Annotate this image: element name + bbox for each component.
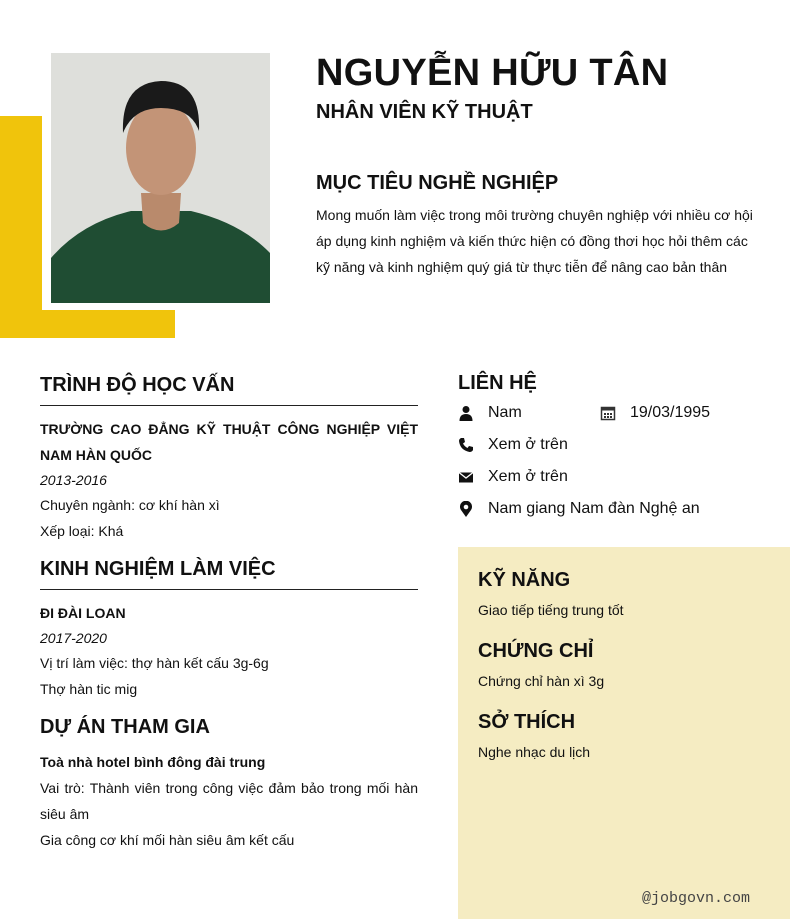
certificates-heading: CHỨNG CHỈ	[478, 640, 594, 662]
education-heading: TRÌNH ĐỘ HỌC VẤN	[40, 374, 418, 406]
school-name: TRƯỜNG CAO ĐẲNG KỸ THUẬT CÔNG NGHIỆP VIỆT NAM HÀN QUỐC	[40, 421, 418, 463]
candidate-name: NGUYỄN HỮU TÂN	[316, 52, 669, 94]
skills-text: Giao tiếp tiếng trung tốt	[478, 602, 624, 618]
user-icon	[458, 405, 488, 421]
projects-heading: DỰ ÁN THAM GIA	[40, 716, 210, 738]
experience-company: ĐI ĐÀI LOAN	[40, 605, 126, 621]
objective-text: Mong muốn làm việc trong môi trường chuyên nghiệp với nhiều cơ hội áp dụng kinh nghiệm và kiến thức hiện có đồng thơi học hỏi thêm các kỹ năng và kinh nghiệm quý giá từ thực tiễn để nâng cao bản thân	[316, 207, 753, 275]
sidebar-panel	[458, 547, 790, 919]
contact-section	[458, 372, 790, 525]
objective-heading: MỤC TIÊU NGHỀ NGHIỆP	[316, 172, 559, 194]
contact-row-email	[458, 461, 790, 493]
experience-position: Vị trí làm việc: thợ hàn kết cấu 3g-6g	[40, 655, 269, 671]
project-detail: Gia công cơ khí mối hàn siêu âm kết cấu	[40, 832, 295, 848]
hobbies-text: Nghe nhạc du lịch	[478, 744, 591, 760]
calendar-icon	[600, 405, 630, 421]
experience-heading: KINH NGHIỆM LÀM VIỆC	[40, 558, 418, 590]
birthday: 19/03/1995	[630, 404, 711, 421]
experience-period: 2017-2020	[40, 630, 107, 646]
certificates-text: Chứng chỉ hàn xì 3g	[478, 673, 605, 689]
left-column	[40, 374, 418, 867]
location-pin-icon	[458, 501, 488, 517]
contact-row-phone	[458, 429, 790, 461]
contact-row-address	[458, 493, 790, 525]
hobbies-heading: SỞ THÍCH	[478, 711, 576, 733]
experience-section	[40, 558, 418, 702]
watermark: @jobgovn.com	[641, 890, 750, 907]
phone-icon	[458, 437, 488, 453]
skills-heading: KỸ NĂNG	[478, 569, 571, 591]
project-role: Vai trò: Thành viên trong công việc đảm bảo trong mối hàn siêu âm	[40, 780, 418, 822]
accent-bar-vertical	[0, 116, 42, 338]
accent-bar-horizontal	[0, 310, 175, 338]
contact-heading: LIÊN HỆ	[458, 372, 537, 394]
project-name: Toà nhà hotel bình đông đài trung	[40, 754, 266, 770]
job-title: NHÂN VIÊN KỸ THUẬT	[316, 101, 533, 123]
email: Xem ở trên	[488, 468, 568, 485]
education-period: 2013-2016	[40, 472, 107, 488]
education-rank: Xếp loại: Khá	[40, 523, 124, 539]
projects-section	[40, 716, 418, 853]
gender: Nam	[488, 404, 522, 421]
education-major: Chuyên ngành: cơ khí hàn xì	[40, 497, 220, 513]
email-icon	[458, 469, 488, 485]
contact-row-gender	[458, 397, 790, 429]
education-section	[40, 374, 418, 544]
address: Nam giang Nam đàn Nghệ an	[488, 500, 700, 517]
profile-photo	[51, 53, 270, 303]
experience-detail: Thợ hàn tic mig	[40, 681, 138, 697]
phone: Xem ở trên	[488, 436, 568, 453]
